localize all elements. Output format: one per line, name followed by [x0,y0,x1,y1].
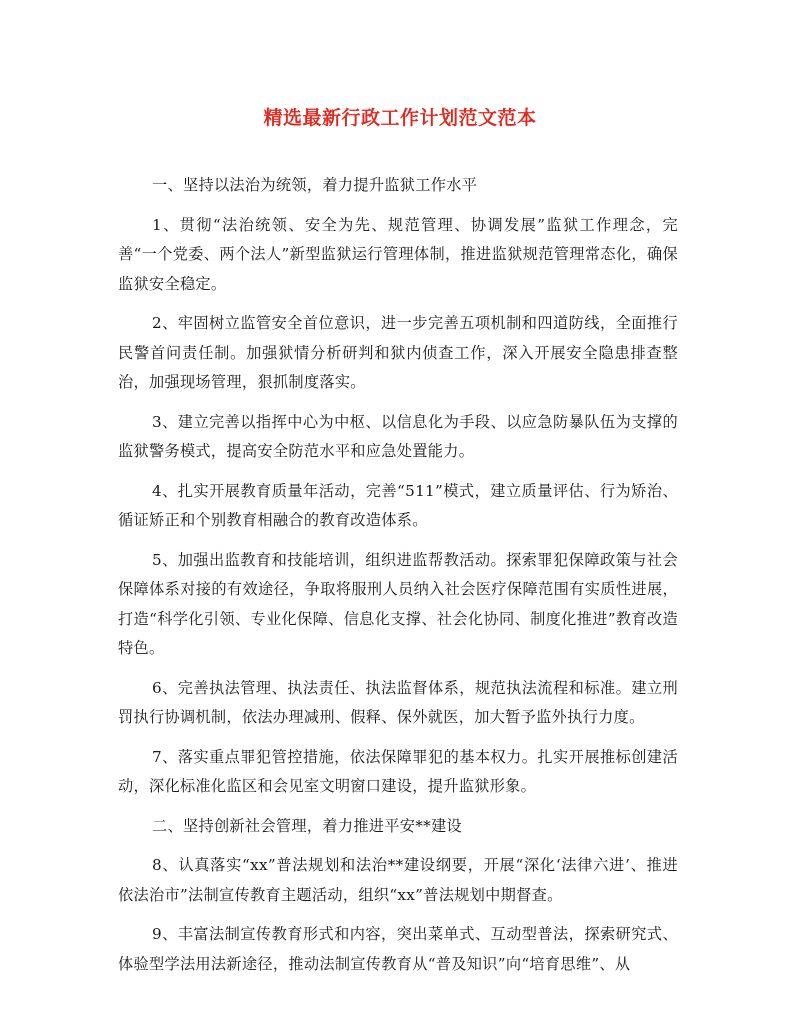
paragraph: 6、完善执法管理、执法责任、执法监督体系，规范执法流程和标准。建立刑罚执行协调机制，依法办理减刑、假释、保外就医，加大暂予监外执行力度。 [118,678,678,726]
paragraph: 2、牢固树立监管安全首位意识，进一步完善五项机制和四道防线，全面推行民警首问责任制。加强狱情分析研判和狱内侦查工作，深入开展安全隐患排查整治，加强现场管理，狠抓制度落实。 [118,314,678,391]
paragraph: 7、落实重点罪犯管控措施，依法保障罪犯的基本权力。扎实开展推标创建活动，深化标准化监区和会见室文明窗口建设，提升监狱形象。 [118,747,678,795]
paragraph: 3、建立完善以指挥中心为中枢、以信息化为手段、以应急防暴队伍为支撑的监狱警务模式，提高安全防范水平和应急处置能力。 [118,412,678,460]
paragraph: 1、贯彻“法治统领、安全为先、规范管理、协调发展”监狱工作理念，完善“一个党委、两个法人”新型监狱运行管理体制，推进监狱规范管理常态化，确保监狱安全稳定。 [118,215,678,293]
section-heading-1: 一、坚持以法治为统领，着力提升监狱工作水平 [152,176,478,194]
paragraph: 4、扎实开展教育质量年活动，完善“511”模式，建立质量评估、行为矫治、循证矫正和个别教育相融合的教育改造体系。 [118,481,678,529]
section-heading-2: 二、坚持创新社会管理，着力推进平安**建设 [152,816,463,835]
paragraph: 9、丰富法制宣传教育形式和内容，突出菜单式、互动型普法，探索研究式、体验型学法用法新途径，推动法制宣传教育从“普及知识”向“培育思维”、从 [118,925,678,973]
document-body [118,171,678,989]
document-title: 精选最新行政工作计划范文范本 [263,107,537,129]
paragraph: 5、加强出监教育和技能培训，组织进监帮教活动。探索罪犯保障政策与社会保障体系对接的有效途径，争取将服刑人员纳入社会医疗保障范围有实质性进展，打造“科学化引领、专业化保障、信息化支撑、社会化协同、制度化推进”教育改造特色。 [118,550,678,657]
paragraph: 8、认真落实“xx”普法规划和法治**建设纲要，开展“深化‘法律六进’、推进依法治市”法制宣传教育主题活动，组织“xx”普法规划中期督查。 [118,856,678,904]
